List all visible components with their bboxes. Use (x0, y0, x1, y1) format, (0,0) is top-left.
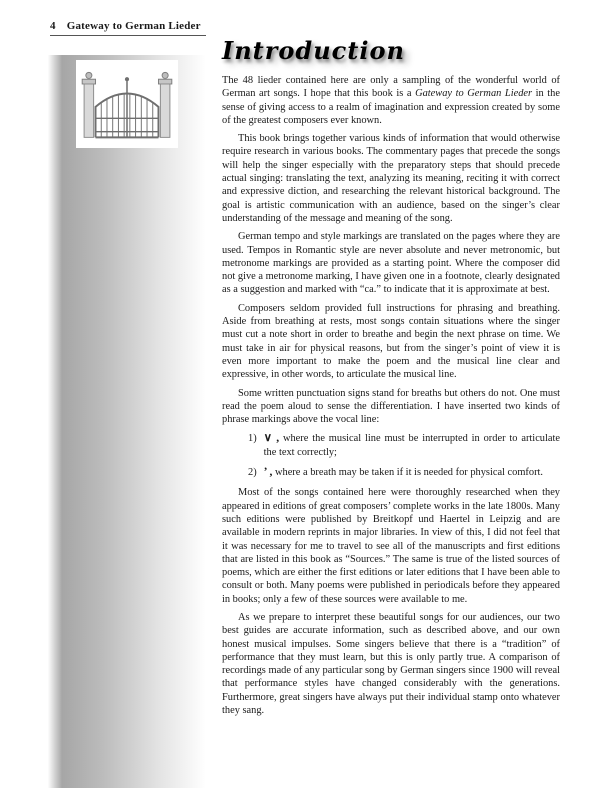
paragraph-2: This book brings together various kinds of information that would otherwise require research in various books. The commentary pages that precede the songs will help the singer especially with the preparatory steps that should precede actual singing: translating the text, analyzing its meaning, reciting it with correct and expressive diction, and researching the relevant historical background. The goal is artistic communication with an audience, based on the singer’s clear understanding of the message and meaning of the song. (222, 133, 560, 224)
list-number: 2) (248, 467, 257, 479)
paragraph-3: German tempo and style markings are translated on the pages where they are used. Tempos in Romantic style are never absolute and never metronomic, but metronome markings are provided as a starting point. Where the composer did not give a metronome marking, I have given one in a footnote, clearly designated as a suggestion and marked with “ca.” to indicate that it is approximate at best. (222, 231, 560, 296)
main-content (222, 36, 560, 722)
list-item-text: where the musical line must be interrupted in order to articulate the text correctly; (263, 433, 560, 458)
list-text (264, 432, 560, 459)
list-item (248, 466, 560, 479)
gate-illustration (76, 60, 178, 148)
paragraph-1 (222, 74, 560, 127)
breath-comma-mark-icon: ’ , (263, 466, 273, 479)
list-number: 1) (248, 433, 257, 445)
paragraph-text: The 48 lieder contained here are only a sampling of the wonderful world of German art songs. I hope that this book is a (222, 75, 560, 100)
italic-book-title: Gateway to German Lieder (415, 88, 533, 100)
paragraph-4: Composers seldom provided full instructions for phrasing and breathing. Aside from breathing at rests, most songs contain situations where the singer must cut a note short in order to breathe and begin the next phrase on time. We must take in air for physical reasons, but from the singer’s point of view it is even more important to make the poem and the musical line clear and expressive, in other words, to articulate the musical line. (222, 302, 560, 381)
paragraph-7: As we prepare to interpret these beautiful songs for our audiences, our two best guides are accurate information, such as described above, and our own honest musical impulses. Some singers believe that there is a “tradition” of performance that they must learn, but this is only partly true. A comparison of recordings made of any particular song by German singers since 1900 will reveal that performance styles have changed considerably with the generations. Furthermore, great singers have always put their individual stamp onto whatever they sang. (222, 611, 560, 717)
page-header (50, 20, 206, 36)
running-title: Gateway to German Lieder (66, 20, 201, 32)
gradient-sidebar (48, 55, 206, 788)
gate-icon (79, 63, 175, 145)
breath-interrupt-mark-icon: ∨ , (263, 432, 280, 445)
page-number: 4 (50, 20, 56, 32)
paragraph-text: in the sense of giving access to a realm of imagination and expression created by some of the greatest composers ever known. (222, 88, 560, 126)
list-text (264, 466, 543, 479)
paragraph-6: Most of the songs contained here were thoroughly researched when they appeared in editions of great composers’ complete works in the late 1800s. Many such editions were published by Breitkopf und Haertel in Leipzig and are available in modern reprints in major libraries. In view of this, I did not feel that it was necessary for me to travel to see all of the manuscripts and first editions that are listed in this book as “Sources.” The same is true of the listed sources of poems, which are either the first editions or later editions that I have been able to consult or both. Many poems were published in periodicals before they appeared in books; only a few of these sources were available to me. (222, 487, 560, 605)
list-item-text: where a breath may be taken if it is needed for physical comfort. (275, 467, 544, 479)
section-title: Introduction (222, 36, 405, 65)
paragraph-5: Some written punctuation signs stand for breaths but others do not. One must read the poem aloud to sense the differentiation. I have inserted two kinds of phrase markings above the vocal line: (222, 387, 560, 426)
list-item (248, 432, 560, 459)
